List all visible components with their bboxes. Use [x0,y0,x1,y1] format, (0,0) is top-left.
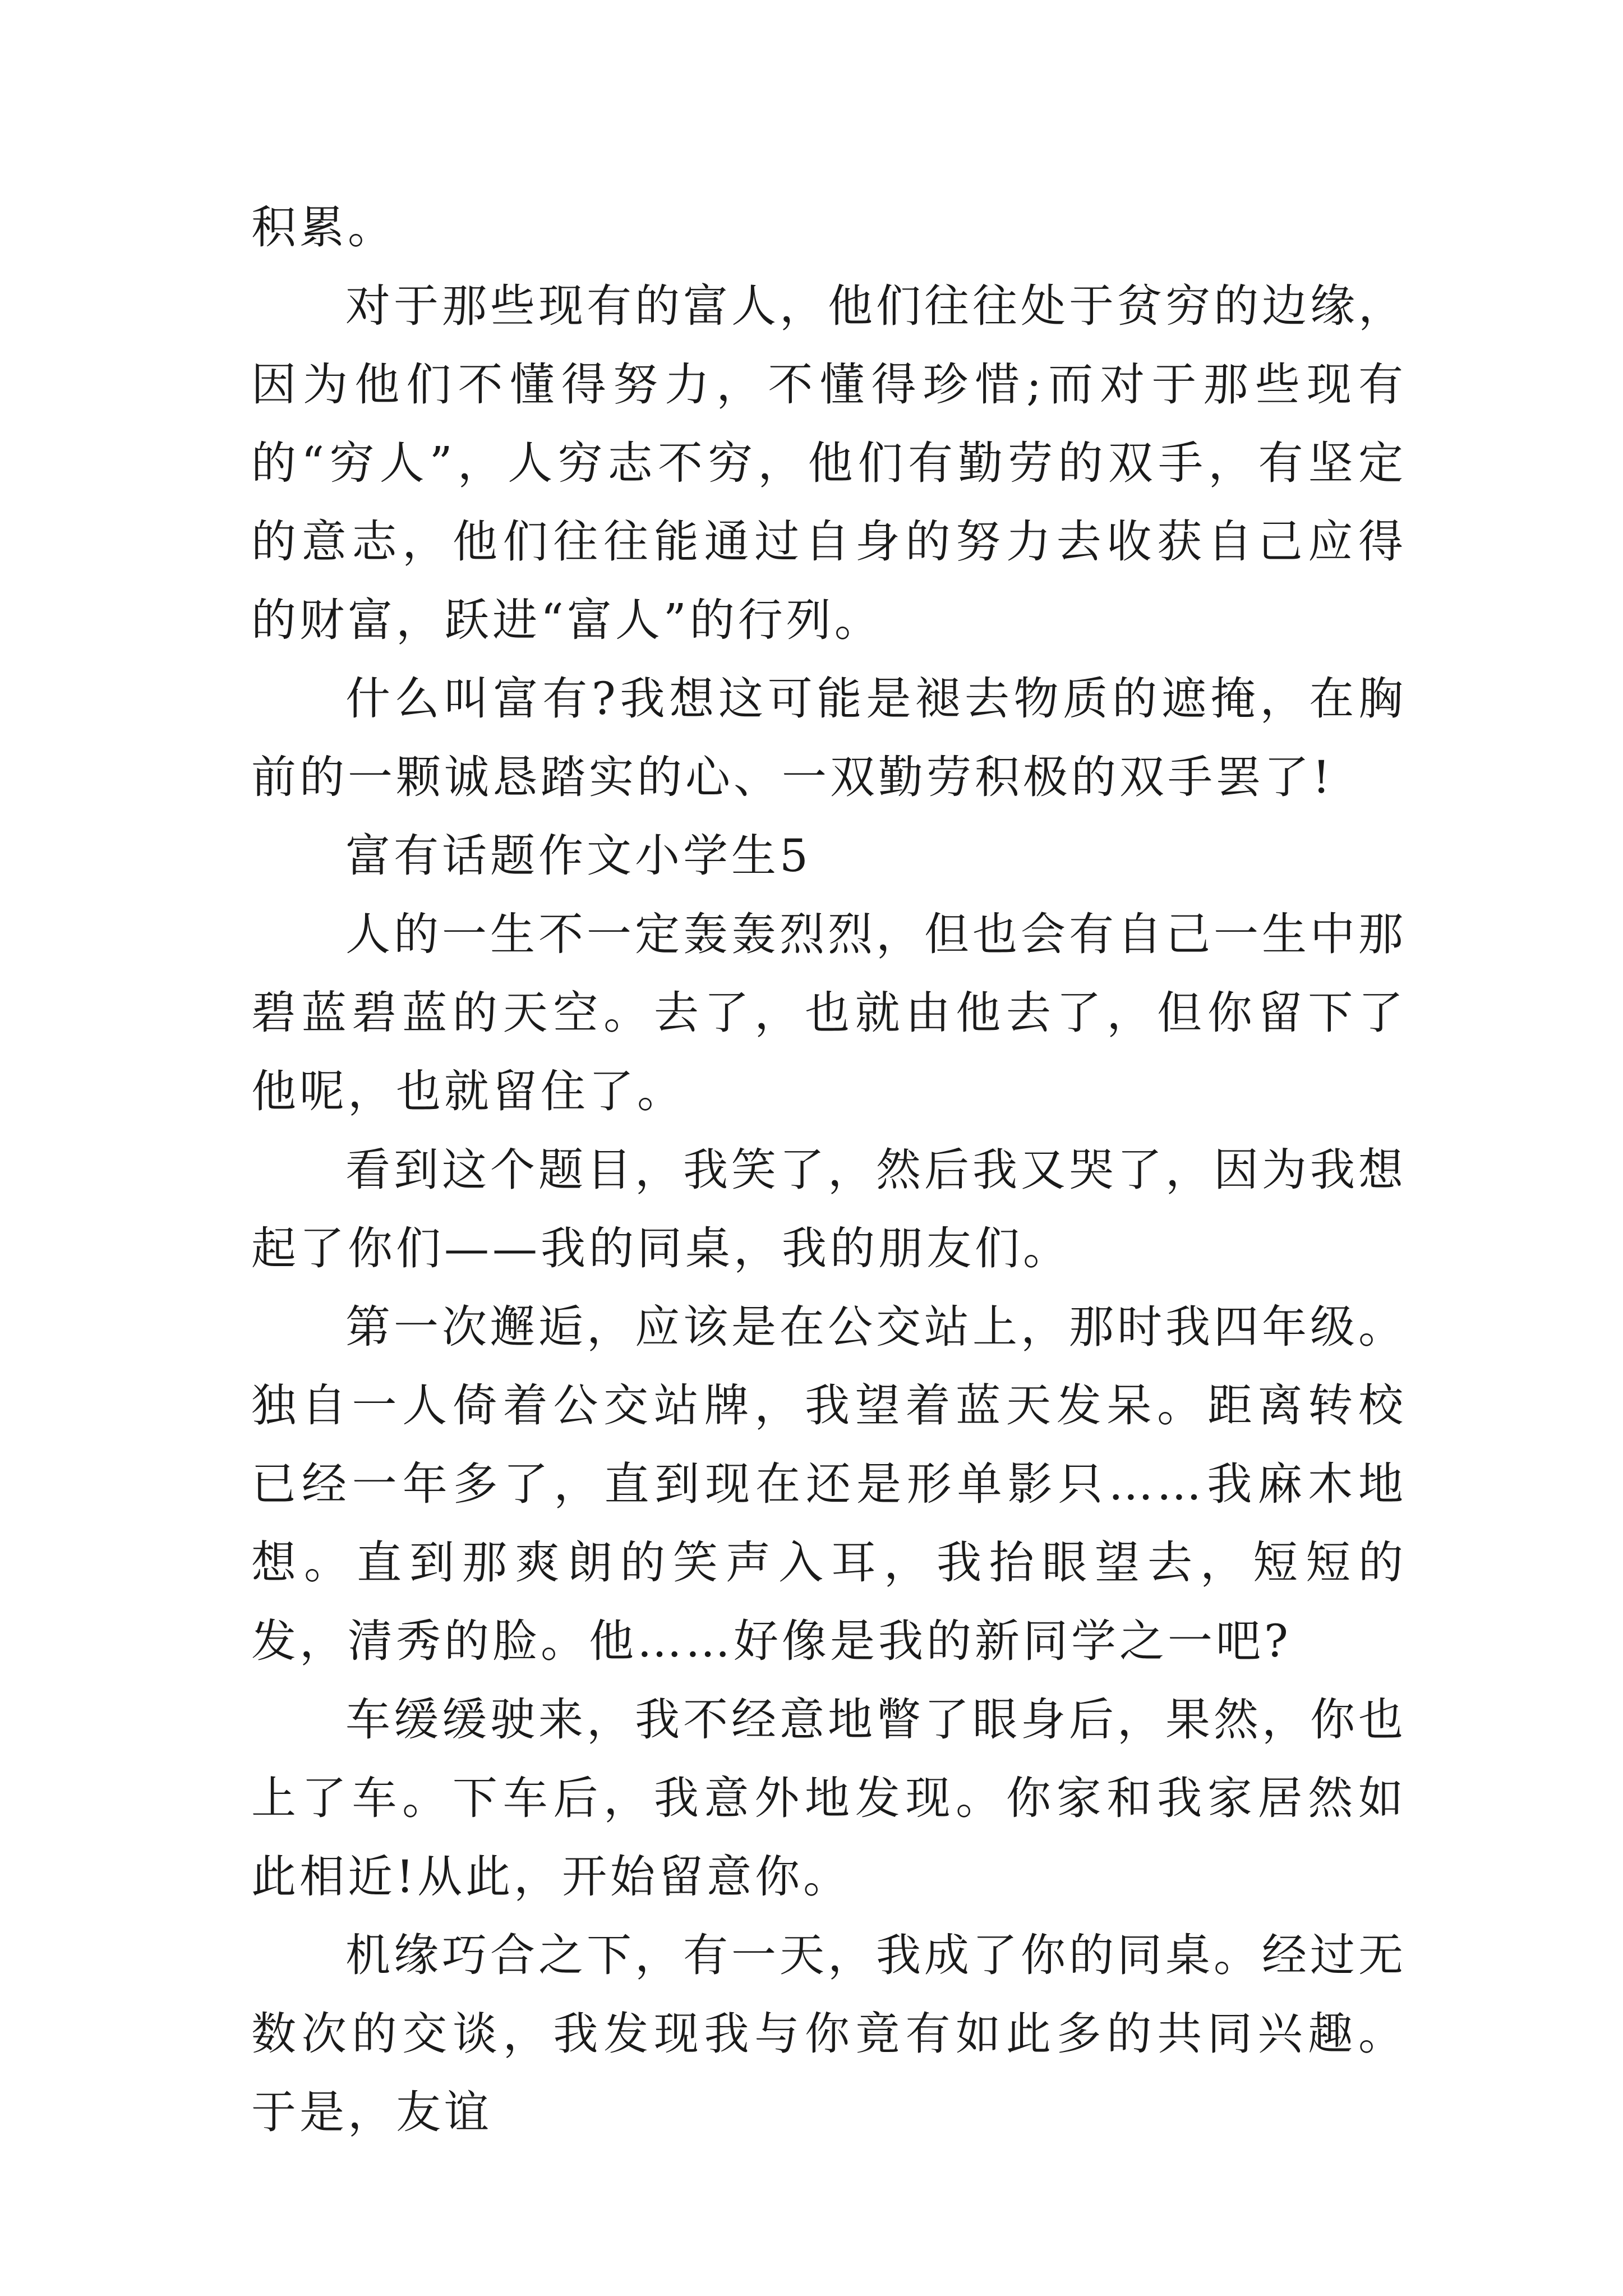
paragraph: 什么叫富有?我想这可能是褪去物质的遮掩，在胸前的一颗诚恳踏实的心、一双勤劳积极的双手罢了! [251,673,1407,803]
section-heading: 富有话题作文小学生5 [345,830,811,882]
paragraph: 积累。 [251,201,396,254]
article-body [251,188,1407,2152]
paragraph: 机缘巧合之下，有一天，我成了你的同桌。经过无数次的交谈，我发现我与你竟有如此多的共同兴趣。于是，友谊 [251,1929,1407,2138]
paragraph: 人的一生不一定轰轰烈烈，但也会有自己一生中那碧蓝碧蓝的天空。去了，也就由他去了，但你留下了他呢，也就留住了。 [251,908,1407,1117]
paragraph: 第一次邂逅，应该是在公交站上，那时我四年级。独自一人倚着公交站牌，我望着蓝天发呆。距离转校已经一年多了，直到现在还是形单影只……我麻木地想。直到那爽朗的笑声入耳，我抬眼望去，短短的发，清秀的脸。他……好像是我的新同学之一吧? [251,1301,1407,1667]
paragraph: 对于那些现有的富人，他们往往处于贫穷的边缘，因为他们不懂得努力，不懂得珍惜;而对于那些现有的“穷人”，人穷志不穷，他们有勤劳的双手，有坚定的意志，他们往往能通过自身的努力去收获自己应得的财富，跃进“富人”的行列。 [251,280,1407,646]
paragraph: 车缓缓驶来，我不经意地瞥了眼身后，果然，你也上了车。下车后，我意外地发现。你家和我家居然如此相近!从此，开始留意你。 [251,1694,1407,1903]
paragraph: 看到这个题目，我笑了，然后我又哭了，因为我想起了你们——我的同桌，我的朋友们。 [251,1144,1407,1274]
